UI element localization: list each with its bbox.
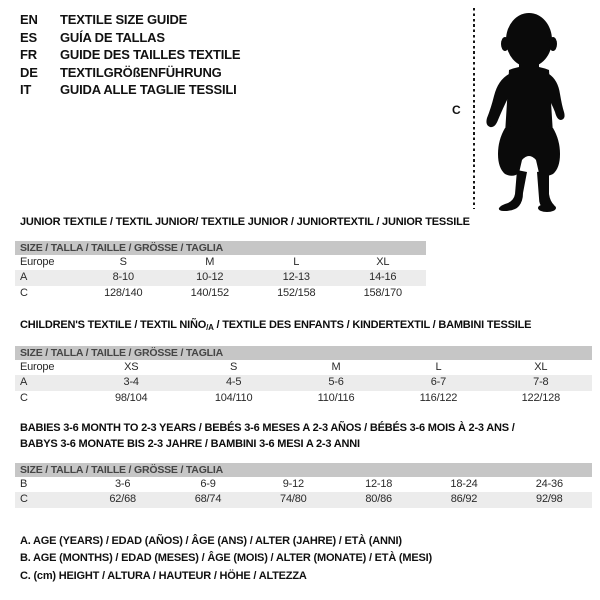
value-cell: 6-7 <box>430 376 447 389</box>
language-title-text: TEXTILE SIZE GUIDE <box>60 12 188 27</box>
junior-textile-section <box>15 215 470 301</box>
height-measure-label: C <box>452 103 461 117</box>
value-cell: 98/104 <box>114 391 148 404</box>
table-row <box>15 477 592 492</box>
table-row <box>15 255 426 270</box>
language-code: IT <box>20 82 32 97</box>
value-cell: XL <box>376 256 390 268</box>
size-header-bar: SIZE / TALLA / TAILLE / GRÖSSE / TAGLIA <box>15 463 592 477</box>
language-title-text: GUIDA ALLE TAGLIE TESSILI <box>60 82 237 97</box>
value-cell: 7-8 <box>533 376 549 389</box>
table-row <box>15 270 426 285</box>
value-cell: 4-5 <box>225 376 242 389</box>
table-title-line: JUNIOR TEXTILE / TEXTIL JUNIOR/ TEXTILE JUNIOR / JUNIORTEXTIL / JUNIOR TESSILE <box>20 216 470 228</box>
value-cell: 14-16 <box>369 271 397 284</box>
value-cell: 158/170 <box>363 286 402 299</box>
footnote-line: B. AGE (MONTHS) / EDAD (MESES) / ÂGE (MOIS) / ALTER (MONATE) / ETÀ (MESI) <box>20 552 432 565</box>
value-cell: XS <box>124 361 139 373</box>
row-label-cell: A <box>20 271 28 284</box>
language-code: FR <box>20 47 37 62</box>
babies-textile-title <box>20 421 592 463</box>
row-label-cell: Europe <box>20 361 55 373</box>
size-header-bar: SIZE / TALLA / TAILLE / GRÖSSE / TAGLIA <box>15 241 426 255</box>
language-title-text: GUIDE DES TAILLES TEXTILE <box>60 47 241 62</box>
value-cell: 128/140 <box>104 286 143 299</box>
table-row <box>15 360 592 375</box>
childrens-textile-table <box>15 360 592 406</box>
footnote-line: C. (cm) HEIGHT / ALTURA / HAUTEUR / HÖHE / ALTEZZA <box>20 569 307 582</box>
row-label-cell: C <box>20 391 28 404</box>
table-title-line: BABIES 3-6 MONTH TO 2-3 YEARS / BEBÉS 3-6 MESES A 2-3 AÑOS / BÉBÉS 3-6 MOIS À 2-3 ANS / <box>20 422 515 434</box>
childrens-textile-title <box>20 318 592 346</box>
value-cell: 8-10 <box>112 271 134 284</box>
language-code: EN <box>20 12 38 27</box>
value-cell: 122/128 <box>521 391 561 404</box>
value-cell: 62/68 <box>109 493 136 506</box>
language-row <box>20 64 240 82</box>
table-title-line: BABYS 3-6 MONATE BIS 2-3 JAHRE / BAMBINI 3-6 MESI A 2-3 ANNI <box>20 437 360 450</box>
value-cell: 104/110 <box>214 391 253 404</box>
value-cell: 110/116 <box>317 391 355 404</box>
language-row <box>20 81 240 99</box>
babies-textile-table <box>15 477 592 508</box>
childrens-textile-section <box>15 318 592 406</box>
table-row <box>15 375 592 390</box>
row-label-cell: B <box>20 478 28 490</box>
value-cell: 10-12 <box>196 271 224 284</box>
value-cell: 18-24 <box>450 478 478 490</box>
footnote-line: A. AGE (YEARS) / EDAD (AÑOS) / ÂGE (ANS) / ALTER (JAHRE) / ETÀ (ANNI) <box>20 535 402 547</box>
size-header-bar: SIZE / TALLA / TAILLE / GRÖSSE / TAGLIA <box>15 346 592 360</box>
language-row <box>20 29 240 47</box>
value-cell: 6-9 <box>200 478 216 490</box>
value-cell: 3-4 <box>123 376 139 389</box>
table-title-line: CHILDREN'S TEXTILE / TEXTIL $NIÑO_{/A}$ / TEXTILE DES ENFANTS / KINDERTEXTIL / BAMBINI TESSILE <box>20 319 532 332</box>
value-cell: 140/152 <box>190 286 229 299</box>
table-row <box>15 286 426 301</box>
value-cell: 92/98 <box>536 493 563 506</box>
language-title-text: TEXTILGRÖßENFÜHRUNG <box>60 64 222 80</box>
value-cell: L <box>435 361 442 373</box>
value-cell: S <box>230 361 238 373</box>
value-cell: 68/74 <box>194 493 222 506</box>
row-label-cell: Europe <box>20 256 55 268</box>
value-cell: 152/158 <box>277 286 316 299</box>
value-cell: 5-6 <box>328 376 344 389</box>
value-cell: 116/122 <box>419 391 458 404</box>
language-row <box>20 46 240 64</box>
row-label-cell: A <box>20 376 28 389</box>
value-cell: S <box>119 256 127 268</box>
value-cell: 80/86 <box>365 493 392 506</box>
value-cell: 3-6 <box>115 478 131 490</box>
table-row <box>15 391 592 406</box>
value-cell: XL <box>534 361 548 373</box>
value-cell: M <box>331 361 341 373</box>
language-title-list <box>20 11 240 99</box>
value-cell: 9-12 <box>282 478 304 490</box>
footnote-legend <box>20 533 432 585</box>
row-label-cell: C <box>20 493 28 506</box>
junior-textile-title <box>20 215 470 241</box>
value-cell: M <box>205 256 215 268</box>
value-cell: L <box>293 256 300 268</box>
language-code: ES <box>20 29 37 45</box>
babies-textile-section <box>15 421 592 508</box>
value-cell: 12-13 <box>282 271 310 284</box>
language-row <box>20 11 240 29</box>
baby-silhouette-icon <box>481 8 581 212</box>
value-cell: 24-36 <box>535 478 563 490</box>
value-cell: 12-18 <box>365 478 393 490</box>
junior-textile-table <box>15 255 426 301</box>
row-label-cell: C <box>20 286 28 299</box>
language-code: DE <box>20 64 38 80</box>
language-title-text: GUÍA DE TALLAS <box>60 29 165 45</box>
value-cell: 74/80 <box>280 493 307 506</box>
table-row <box>15 492 592 507</box>
height-dotted-line <box>473 8 475 209</box>
value-cell: 86/92 <box>450 493 478 506</box>
